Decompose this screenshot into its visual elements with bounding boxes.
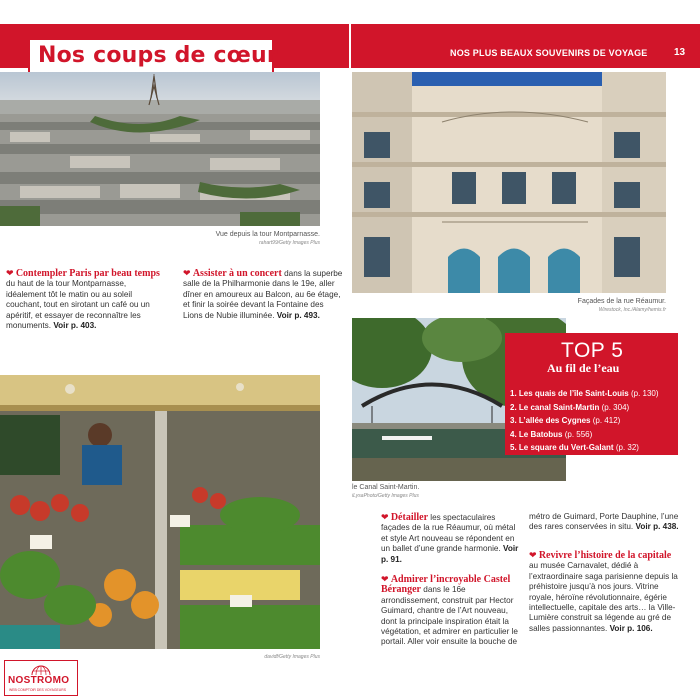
caption-credit: Wirestock, Inc./Alamy/hemis.fr bbox=[598, 307, 666, 313]
page-number: 13 bbox=[674, 47, 686, 58]
block-text: du haut de la tour Montparnasse, idéalement tôt le matin ou au soleil couchant, tout en sirotant un café ou un apéritif, et essayer de reconnaître les monuments. bbox=[6, 279, 150, 331]
metro-block bbox=[529, 512, 679, 533]
logo-tagline: WEB COMPTOIR DES VOYAGEURS bbox=[9, 688, 66, 692]
top5-list bbox=[510, 387, 659, 455]
caption-credit: rahart99/Getty Images Plus bbox=[259, 240, 320, 246]
block-text: métro de Guimard, Porte Dauphine, l’une des rares conservées in situ. bbox=[529, 512, 679, 532]
page-reference: Voir p. 91. bbox=[381, 544, 519, 564]
page-title: Nos coups de cœur bbox=[38, 43, 278, 68]
title-box bbox=[28, 38, 278, 72]
block-text: dans le 16e arrondissement, construit par Hector Guimard, chantre de l’Art nouveau, dont la principale inspiration était la végétation, et admirer en particulier le portail. Aller voir ensuite la bouche de bbox=[381, 585, 518, 647]
top5-item: 4. Le Batobus (p. 556) bbox=[510, 429, 593, 439]
block-text: au musée Carnavalet, dédié à l’extraordinaire saga parisienne depuis la préhistoire jusqu’à nos jours. Vitrine royale, héroïne révolutionnaire, égérie intellectuelle, capitale des arts… la Ville-Lumière construit sa légende au gré de salles passionnantes. bbox=[529, 561, 678, 633]
block-heading: Assister à un concert bbox=[192, 268, 282, 279]
page-reference: Voir p. 106. bbox=[609, 623, 653, 633]
reaumur-facade-photo bbox=[352, 72, 666, 293]
market-stall-photo bbox=[0, 375, 320, 649]
block-heading: Admirer l’incroyable Castel Béranger bbox=[381, 574, 511, 596]
caption-credit: davidf/Getty Images Plus bbox=[264, 654, 320, 660]
globe-icon bbox=[31, 662, 51, 676]
block-heading: Contempler Paris par beau temps bbox=[15, 268, 160, 279]
page-reference: Voir p. 438. bbox=[635, 522, 679, 532]
paris-aerial-photo bbox=[0, 72, 320, 226]
top5-item: 5. Le square du Vert-Galant (p. 32) bbox=[510, 443, 639, 452]
page-reference: Voir p. 403. bbox=[53, 321, 97, 331]
market-photo-caption bbox=[200, 653, 320, 662]
caption-text: Façades de la rue Réaumur. bbox=[577, 298, 666, 305]
heart-icon: ❤ bbox=[529, 550, 537, 560]
block-text: dans la superbe salle de la Philharmonie dans le 19e, aller dîner en amoureux au Balcon, au 6e étage, et finir la soirée devant la Fontaine des Lions de Nubie illuminée. bbox=[183, 269, 343, 320]
heart-icon: ❤ bbox=[6, 268, 14, 278]
block-text: les spectaculaires façades de la rue Réaumur, où métal et style Art nouveau se répondent en un ballet d’une grande harmonie. bbox=[381, 513, 516, 554]
top5-subtitle: Au fil de l’eau bbox=[547, 361, 620, 375]
beranger-block bbox=[381, 574, 521, 648]
heart-icon: ❤ bbox=[183, 268, 191, 278]
paris-photo-caption bbox=[160, 230, 320, 248]
reaumur-photo-caption bbox=[500, 297, 666, 315]
top5-item: 3. L’allée des Cygnes (p. 412) bbox=[510, 416, 621, 425]
heart-icon: ❤ bbox=[381, 512, 389, 522]
caption-credit: iLysaPhoto/Getty Images Plus bbox=[352, 493, 419, 499]
caption-text: Vue depuis la tour Montparnasse. bbox=[215, 231, 320, 238]
heart-icon: ❤ bbox=[381, 574, 389, 584]
detailler-block bbox=[381, 512, 521, 565]
block-heading: Revivre l’histoire de la capitale bbox=[538, 550, 672, 561]
section-title: NOS PLUS BEAUX SOUVENIRS DE VOYAGE bbox=[450, 48, 648, 58]
top5-title: TOP 5 bbox=[561, 339, 624, 362]
caption-text: le Canal Saint-Martin. bbox=[352, 484, 420, 491]
concert-block bbox=[183, 268, 343, 321]
top5-box bbox=[505, 333, 678, 455]
histoire-block bbox=[529, 550, 679, 634]
nostromo-logo bbox=[4, 660, 78, 696]
top5-item: 1. Les quais de l’île Saint-Louis (p. 130) bbox=[510, 389, 659, 398]
block-heading: Détailler bbox=[390, 512, 429, 523]
top5-item: 2. Le canal Saint-Martin (p. 304) bbox=[510, 402, 630, 412]
header-divider bbox=[349, 24, 351, 68]
contempler-block bbox=[6, 268, 166, 331]
logo-name: NOSTROMO bbox=[8, 675, 70, 686]
canal-photo-caption bbox=[352, 483, 512, 501]
page-reference: Voir p. 493. bbox=[276, 310, 320, 320]
